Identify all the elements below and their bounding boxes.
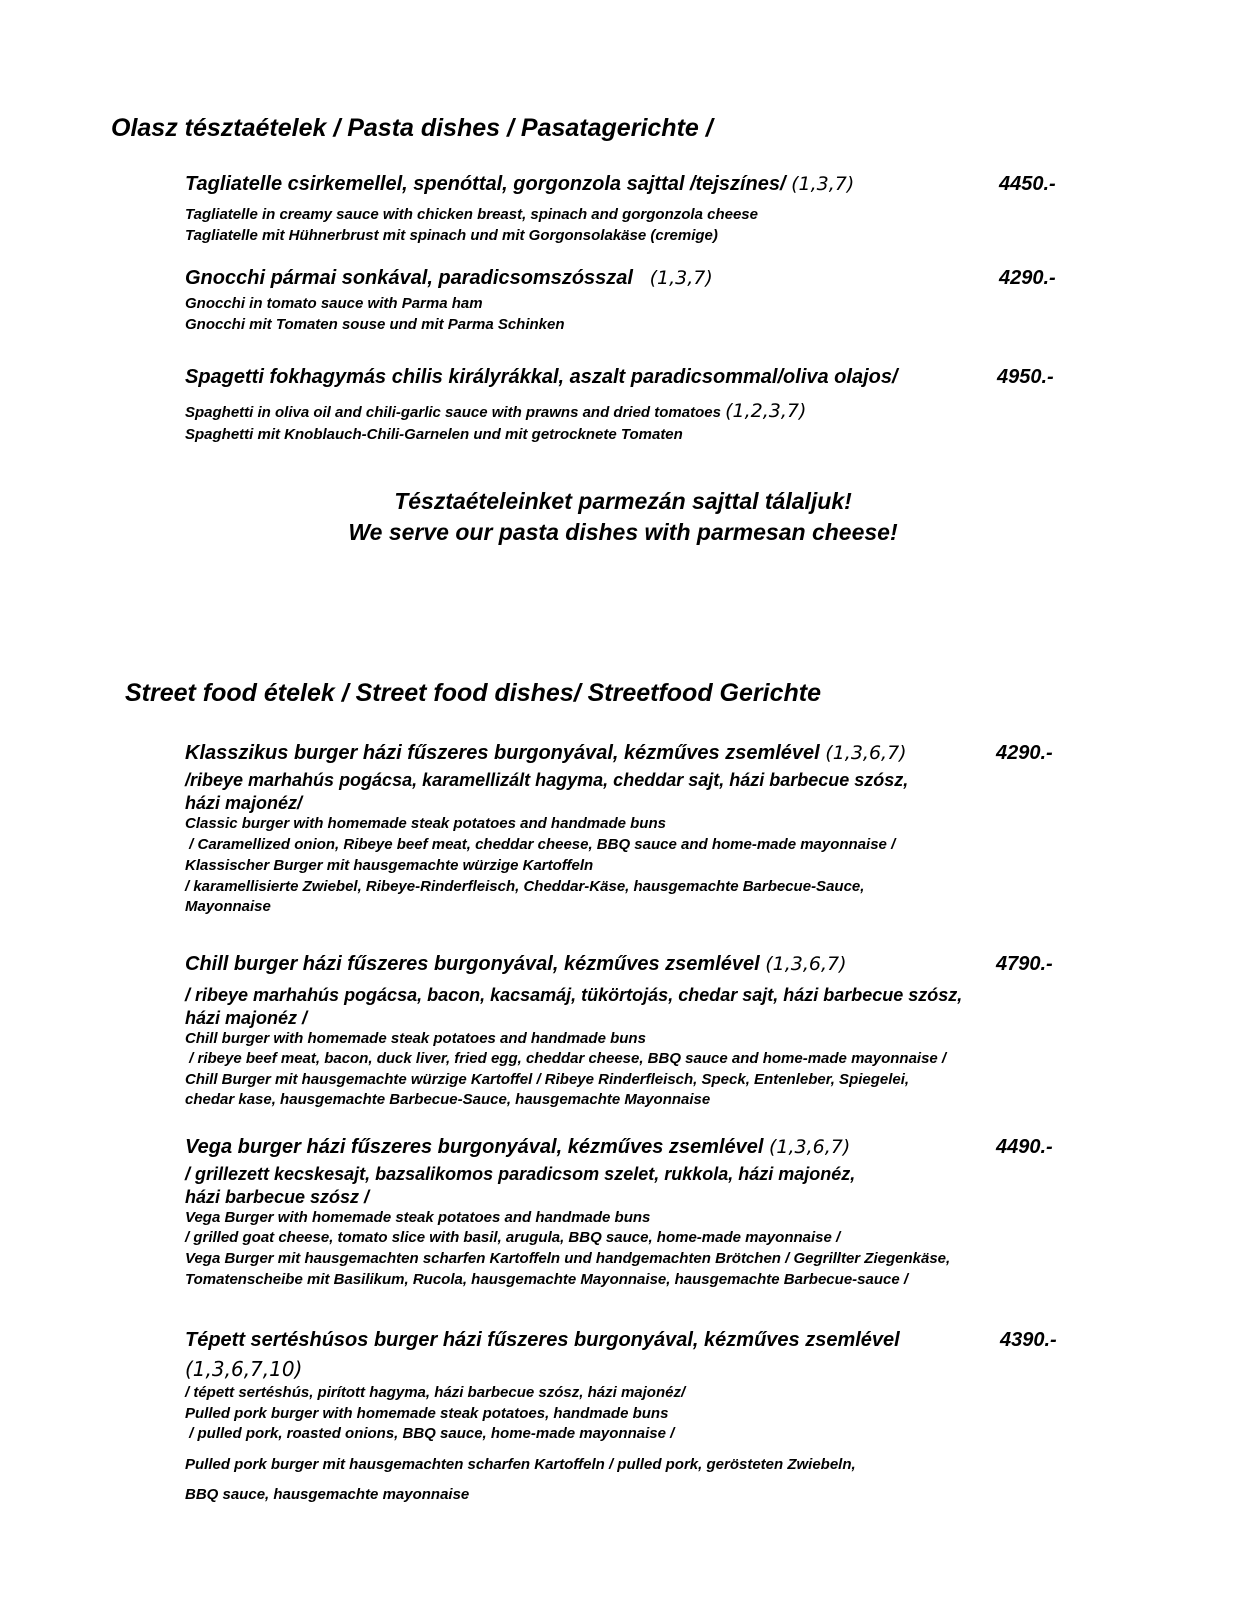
dish-ingredients: házi barbecue szósz / [185, 1187, 370, 1207]
dish-description-text: Spaghetti in oliva oil and chili-garlic sauce with prawns and dried tomatoes [185, 404, 721, 421]
dish-description: Mayonnaise [185, 898, 271, 915]
dish-description: Spaghetti mit Knoblauch-Chili-Garnelen und mit getrocknete Tomaten [185, 426, 683, 443]
dish-description: Vega Burger with homemade steak potatoes and handmade buns [185, 1209, 651, 1226]
dish-name: Spagetti fokhagymás chilis királyrákkal, aszalt paradicsommal/oliva olajos/ [185, 366, 898, 388]
allergen-codes: (1,3,6,7) [825, 742, 907, 764]
dish-price: 4290.- [996, 742, 1053, 764]
dish-description: / ribeye beef meat, bacon, duck liver, fried egg, cheddar cheese, BBQ sauce and home-made mayonnaise / [185, 1050, 947, 1067]
dish-description: Vega Burger mit hausgemachten scharfen Kartoffeln und handgemachten Brötchen / Gegrillter Ziegenkäse, [185, 1250, 951, 1267]
section-title-pasta: Olasz tésztaételek / Pasta dishes / Pasatagerichte / [111, 114, 713, 142]
dish-ingredients: / ribeye marhahús pogácsa, bacon, kacsamáj, tükörtojás, chedar sajt, házi barbecue szósz, [185, 985, 963, 1005]
allergen-codes: (1,3,6,7) [765, 953, 847, 975]
dish-ingredients: / grillezett kecskesajt, bazsalikomos paradicsom szelet, rukkola, házi majonéz, [185, 1164, 856, 1184]
dish-description: Gnocchi in tomato sauce with Parma ham [185, 295, 483, 312]
dish-description: Chill Burger mit hausgemachte würzige Kartoffel / Ribeye Rinderfleisch, Speck, Entenleber, Spiegelei, [185, 1071, 910, 1088]
dish-ingredients: házi majonéz/ [185, 793, 303, 813]
dish-title: Chill burger házi fűszeres burgonyával, kézműves zsemlével [185, 953, 760, 975]
dish-ingredients: /ribeye marhahús pogácsa, karamellizált hagyma, cheddar sajt, házi barbecue szósz, [185, 770, 909, 790]
dish-description: / grilled goat cheese, tomato slice with basil, arugula, BBQ sauce, home-made mayonnaise / [185, 1229, 841, 1246]
dish-title: Vega burger házi fűszeres burgonyával, kézműves zsemlével [185, 1136, 764, 1158]
dish-description: Tagliatelle in creamy sauce with chicken breast, spinach and gorgonzola cheese [185, 206, 758, 223]
dish-price: 4790.- [996, 953, 1053, 975]
dish-description: / Caramellized onion, Ribeye beef meat, cheddar cheese, BBQ sauce and home-made mayonnaise / [185, 836, 896, 853]
dish-price: 4950.- [997, 366, 1054, 388]
dish-price: 4450.- [999, 173, 1056, 195]
dish-name [185, 173, 854, 196]
dish-name [185, 742, 907, 765]
dish-title: Tagliatelle csirkemellel, spenóttal, gorgonzola sajttal /tejszínes/ [185, 173, 786, 195]
allergen-codes: (1,3,6,7) [768, 1136, 851, 1158]
dish-description [185, 400, 806, 422]
dish-description: / pulled pork, roasted onions, BBQ sauce, home-made mayonnaise / [185, 1425, 675, 1442]
allergen-codes: (1,3,7) [791, 173, 855, 195]
dish-name [185, 267, 713, 290]
dish-name [185, 953, 847, 976]
dish-description: Chill burger with homemade steak potatoes and handmade buns [185, 1030, 646, 1047]
dish-description: / karamellisierte Zwiebel, Ribeye-Rinderfleisch, Cheddar-Käse, hausgemachte Barbecue-Sauce, [185, 878, 865, 895]
dish-title: Klasszikus burger házi fűszeres burgonyával, kézműves zsemlével [185, 742, 820, 764]
dish-description: / tépett sertéshús, pirított hagyma, házi barbecue szósz, házi majonéz/ [185, 1384, 686, 1401]
dish-name: Tépett sertéshúsos burger házi fűszeres burgonyával, kézműves zsemlével [185, 1329, 900, 1351]
dish-description: Pulled pork burger mit hausgemachten scharfen Kartoffeln / pulled pork, gerösteten Zwiebeln, [185, 1456, 856, 1473]
dish-description: Klassischer Burger mit hausgemachte würzige Kartoffeln [185, 857, 594, 874]
allergen-codes: (1,2,3,7) [725, 400, 807, 422]
dish-price: 4290.- [999, 267, 1056, 289]
dish-price: 4490.- [996, 1136, 1053, 1158]
dish-description: Tomatenscheibe mit Basilikum, Rucola, hausgemachte Mayonnaise, hausgemachte Barbecue-sauce / [185, 1271, 909, 1288]
pasta-note: Tésztaételeinket parmezán sajttal tálaljuk! [394, 488, 852, 514]
dish-description: Tagliatelle mit Hühnerbrust mit spinach und mit Gorgonsolakäse (cremige) [185, 227, 718, 244]
dish-description: chedar kase, hausgemachte Barbecue-Sauce, hausgemachte Mayonnaise [185, 1091, 711, 1108]
allergen-codes: (1,3,7) [649, 267, 713, 289]
dish-title: Gnocchi pármai sonkával, paradicsomszósszal [185, 267, 633, 289]
dish-name [185, 1136, 850, 1159]
pasta-note: We serve our pasta dishes with parmesan cheese! [348, 519, 898, 545]
dish-price: 4390.- [1000, 1329, 1057, 1351]
dish-description: BBQ sauce, hausgemachte mayonnaise [185, 1486, 470, 1503]
dish-description: Gnocchi mit Tomaten souse und mit Parma Schinken [185, 316, 565, 333]
section-title-street-food: Street food ételek / Street food dishes/ Streetfood Gerichte [125, 679, 821, 707]
dish-ingredients: házi majonéz / [185, 1008, 308, 1028]
dish-description: Pulled pork burger with homemade steak potatoes, handmade buns [185, 1405, 669, 1422]
allergen-codes: (1,3,6,7,10) [185, 1357, 303, 1381]
dish-description: Classic burger with homemade steak potatoes and handmade buns [185, 815, 666, 832]
